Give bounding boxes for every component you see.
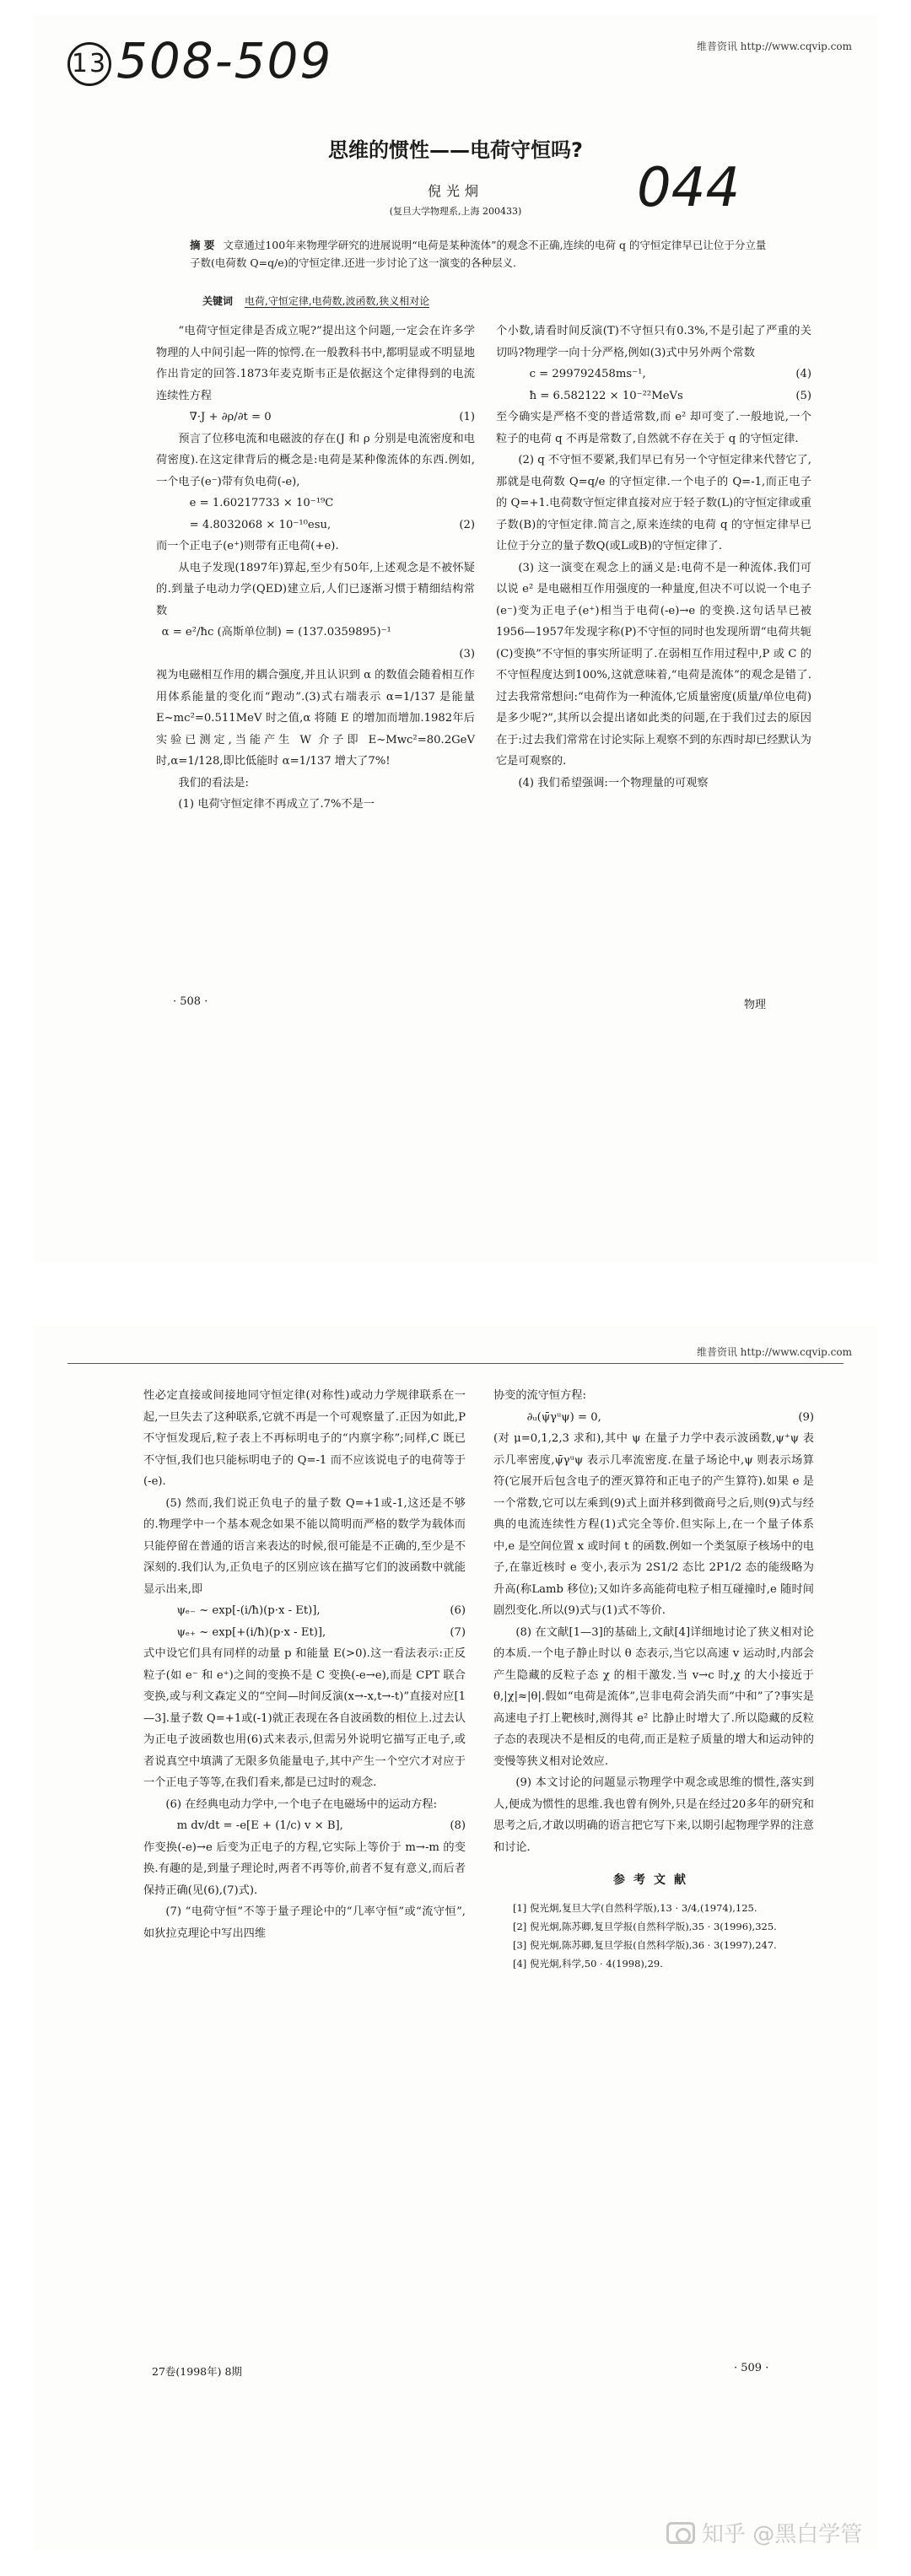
paragraph: 视为电磁相互作用的耦合强度,并且认识到 α 的数值会随着相互作用体系能量的变化而“跑动”.(3)式右端表示 α=1/137 是能量 E~mc²=0.511MeV 时之值,α 将随 E 的增加而增加.1982年后实验已测定,当能产生 W 介子即 E~Mwc²=80.2GeV 时,α=1/128,即比低能时 α=1/137 增大了7%! <box>156 669 475 768</box>
page-number: · 509 · <box>734 2362 769 2374</box>
paragraph: 式中设它们具有同样的动量 p 和能量 E(>0).这一看法表示:正反粒子(如 e⁻ 和 e⁺)之间的变换不是 C 变换(-e→e),而是 CPT 联合变换,或与利文森定义的“空间—时间反演(x→-x,t→-t)”直接对应[1—3].量子数 Q=+1或(-1)就正表现在各自波函数的相位上.过去认为正电子波函数也用(6)式来表示,但需另外说明它描写正电子,或者说真空中填满了无限多负能量电子,其中产生一个空穴才对应于一个正电子等等,在我们看来,都是已过时的观念. <box>143 1647 466 1789</box>
paragraph: 而一个正电子(e⁺)则带有正电荷(+e). <box>156 540 339 552</box>
equation-9: ∂ᵤ(ψ̄γᵘψ) = 0, (9) <box>526 1410 814 1424</box>
paragraph: (3) 这一演变在观念上的涵义是:电荷不是一种流体.我们可以说 e² 是电磁相互作用强度的一种量度,但决不可以说一个电子(e⁻)变为正电子(e⁺)相当于电荷(-e)→e 的变换.这句话早已被1956—1957年发现字称(P)不守恒的同时也发现所谓“电荷共轭(C)变换”不守恒的事实所证明了.在弱相互作用过程中,P 或 C 的不守恒程度达到100%,这就意味着,“电荷是流体”的观念是错了.过去我常常想问:“电荷作为一种流体,它质量密度(质量/单位电荷)是多少呢?”,其所以会提出诸如此类的问题,在于我们过去的原因在于:过去我们常常在讨论实际上观察不到的东西时却已经默认为它是可观察的. <box>496 561 811 768</box>
abstract <box>190 236 768 272</box>
paragraph: (4) 我们希望强调:一个物理量的可观察 <box>518 776 709 790</box>
equation-2b: = 4.8032068 × 10⁻¹⁰esu, (2) <box>189 518 475 531</box>
page-508 <box>34 15 877 1264</box>
article-author: 倪光炯 <box>427 183 483 199</box>
author-affiliation: (复旦大学物理系,上海 200433) <box>389 206 522 217</box>
paragraph: (7) “电荷守恒”不等于量子理论中的“几率守恒”或“流守恒”,如狄拉克理论中写出四维 <box>143 1905 466 1940</box>
equation-5: ħ = 6.582122 × 10⁻²²MeVs (5) <box>529 389 811 402</box>
page-header-source: 维普资讯 http://www.cqvip.com <box>696 1346 852 1358</box>
paragraph: (8) 在文献[1—3]的基础上,文献[4]详细地讨论了狭义相对论的本质.一个电子静止时以 θ 态表示,当它以高速 v 运动时,内部会产生隐藏的反粒子态 χ 的相干激发.当 v→c 时,χ 的大小接近于 θ,|χ|≈|θ|.假如“电荷是流体”,岂非电荷会消失而“中和”了?事实是高速电子打上靶核时,测得其 e² 比静止时增大了.所以隐藏的反粒子态的表现决不是相反的电荷,而正是粒子质量的增大和运动钟的变慢等狭义相对论效应. <box>493 1625 814 1768</box>
column-right <box>496 321 811 794</box>
handwritten-number: 044 <box>637 157 741 219</box>
watermark <box>666 2517 862 2548</box>
equation-2a: e = 1.60217733 × 10⁻¹⁹C <box>189 497 334 509</box>
reference-item: [4] 倪光炯,科学,50 · 4(1998),29. <box>513 1957 663 1970</box>
equation-3: α = e²/ħc (高斯单位制) = (137.0359895)⁻¹ <box>161 626 391 639</box>
reference-item: [1] 倪光炯,复旦大学(自然科学版),13 · 3/4,(1974),125. <box>513 1901 757 1914</box>
page-509 <box>34 1326 877 2549</box>
paragraph: (2) q 不守恒不要紧,我们早已有另一个守恒定律来代替它了,那就是电荷数 Q=q/e 的守恒定律.一个电子的 Q=-1,而正电子的 Q=+1.电荷数守恒定律直接对应于轻子数(L)的守恒定律或重子数(B)的守恒定律.简言之,原来连续的电荷 q 的守恒定律早已让位于分立的量子数Q(或L或B)的守恒定律了. <box>496 454 811 552</box>
paragraph: (5) 然而,我们说正负电子的量子数 Q=+1或-1,这还是不够的.物理学中一个基本观念如果不能以简明而严格的数学为载体而只能停留在普通的语言来表达的时候,很可能是不正确的,至少是不深刻的.我们认为,正负电子的区别应该在描写它们的波函数中就能显示出来,即 <box>143 1496 466 1596</box>
paragraph: 预言了位移电流和电磁波的存在(J 和 ρ 分别是电流密度和电荷密度).在这定律背后的概念是:电荷是某种像流体的东西.例如,一个电子(e⁻)带有负电荷(-e), <box>156 432 475 488</box>
paragraph: 至今确实是严格不变的普适常数,而 e² 却可变了.一般地说,一个粒子的电荷 q 不再是常数了,自然就不存在关于 q 的守恒定律. <box>496 411 811 445</box>
page-header-source: 维普资讯 http://www.cqvip.com <box>696 40 852 52</box>
abstract-text: 文章通过100年来物理学研究的进展说明“电荷是某种流体”的观念不正确,连续的电荷 q 的守恒定律早已让位于分立量子数(电荷数 Q=q/e)的守恒定律.还进一步讨论了这一演变的各种层义. <box>190 239 767 269</box>
keywords-label: 关键词 <box>202 295 234 307</box>
equation-4: c = 299792458ms⁻¹, (4) <box>529 368 811 380</box>
watermark-text: 知乎 @黑白学管 <box>702 2522 863 2547</box>
keywords <box>202 294 768 308</box>
camera-icon <box>666 2522 695 2544</box>
abstract-label: 摘 要 <box>190 239 215 251</box>
column-left <box>143 1385 466 1944</box>
journal-issue: 27卷(1998年) 8期 <box>152 2365 242 2378</box>
equation-6: ψₑ₋ ~ exp[-(i/ħ)(p·x - Et)], (6) <box>176 1604 466 1617</box>
handwritten-circled-number: 13 <box>67 42 111 86</box>
reference-item: [2] 倪光炯,陈苏卿,复旦学报(自然科学版),35 · 3(1996),325. <box>513 1920 777 1932</box>
keywords-text: 电荷,守恒定律,电荷数,波函数,狭义相对论 <box>245 295 430 307</box>
paragraph: (1) 电荷守恒定律不再成立了.7%不是一 <box>178 798 375 811</box>
paragraph: “电荷守恒定律是否成立呢?”提出这个问题,一定会在许多学物理的人中间引起一阵的惊愕.在一般教科书中,都明显或不明显地作出肯定的回答.1873年麦克斯韦正是依据这个定律得到的电流连续性方程 <box>156 325 475 402</box>
paragraph: 个小数,请看时间反演(T)不守恒只有0.3%,不是引起了严重的关切吗?物理学一向十分严格,例如(3)式中另外两个常数 <box>496 325 811 359</box>
handwritten-page-range <box>67 32 332 89</box>
equation-3-number: (3) <box>459 647 475 660</box>
column-left <box>156 321 475 816</box>
equation-8: m dv/dt = -e[E + (1/c) v × B], (8) <box>176 1819 466 1832</box>
paragraph: (对 μ=0,1,2,3 求和),其中 ψ 在量子力学中表示波函数,ψ⁺ψ 表示几率密度,ψ̄γᵘψ 表示几率流密度.在量子场论中,ψ 则表示场算符(它展开后包含电子的湮灭算符和正电子的产生算符).如果 e 是一个常数,它可以左乘到(9)式上面并移到微商号之后,则(9)式与经典的电流连续性方程(1)式完全等价.但实际上,在一个量子体系中,e 是空间位置 x 或时间 t 的函数.例如一个类氢原子核场中的电子,在靠近核时 e 变小,表示为 2S1/2 态比 2P1/2 态的能级略为升高(称Lamb 移位);又如许多高能荷电粒子相互碰撞时,e 随时间剧烈变化.所以(9)式与(1)式不等价. <box>493 1432 814 1617</box>
paragraph: 性必定直接或间接地同守恒定律(对称性)或动力学规律联系在一起,一旦失去了这种联系,它就不再是一个可观察量了.正因为如此,P 不守恒发现后,粒子表上不再标明电子的“内禀字称”;同样,C 既已不守恒,我们也只能标明电子的 Q=-1 而不应该说电子的电荷等于(-e). <box>143 1389 466 1488</box>
header-rule <box>67 1363 844 1364</box>
references-title: 参考文献 <box>613 1873 694 1887</box>
paragraph: (6) 在经典电动力学中,一个电子在电磁场中的运动方程: <box>165 1797 438 1811</box>
page-number: · 508 · <box>173 995 208 1008</box>
column-right <box>493 1385 814 1973</box>
equation-1: ∇·J + ∂ρ/∂t = 0 (1) <box>189 411 475 423</box>
paragraph: 从电子发现(1897年)算起,至少有50年,上述观念是不被怀疑的.到量子电动力学(QED)建立后,人们已逐渐习惯于精细结构常数 <box>156 561 475 617</box>
equation-7: ψₑ₊ ~ exp[+(i/ħ)(p·x - Et)], (7) <box>176 1625 466 1639</box>
paragraph: (9) 本文讨论的问题显示物理学中观念或思维的惯性,落实到人,便成为惯性的思维.我也曾有例外,只是在经过20多年的研究和思考之后,才敢以明确的语言把它写下来,以期引起物理学界的注意和讨论. <box>493 1776 814 1854</box>
handwritten-pages-text: 508-509 <box>116 32 333 89</box>
reference-item: [3] 倪光炯,陈苏卿,复旦学报(自然科学版),36 · 3(1997),247. <box>513 1938 777 1951</box>
journal-name: 物理 <box>744 999 767 1011</box>
paragraph: 协变的流守恒方程: <box>493 1389 586 1402</box>
paragraph: 作变换(-e)→e 后变为正电子的方程,它实际上等价于 m→-m 的变换.有趣的是,到量子理论时,两者不再等价,前者不复有意义,而后者保持正确(见(6),(7)式). <box>143 1840 466 1897</box>
article-title: 思维的惯性——电荷守恒吗? <box>328 138 583 162</box>
paragraph: 我们的看法是: <box>178 776 249 790</box>
